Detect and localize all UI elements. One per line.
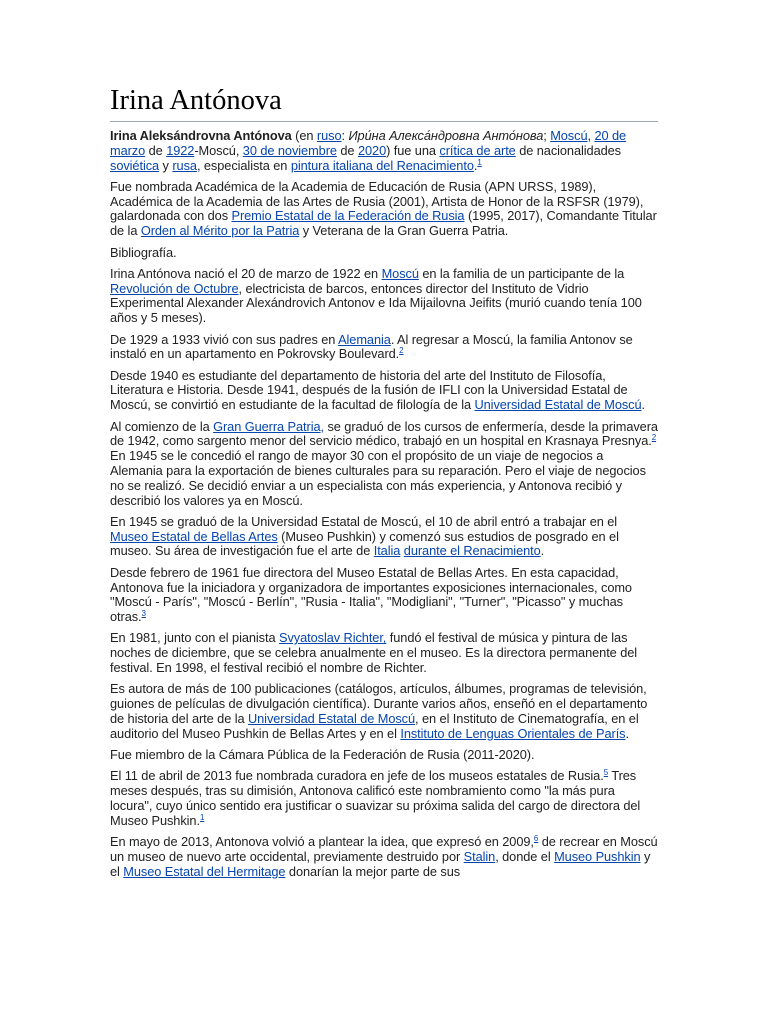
text: de nacionalidades xyxy=(515,142,622,158)
link-instituto-lenguas-orientales[interactable]: Instituto de Lenguas Orientales de París xyxy=(400,725,626,741)
link-museo-pushkin[interactable]: Museo Pushkin xyxy=(554,848,641,864)
link-ruso[interactable]: ruso xyxy=(316,128,342,143)
text: . xyxy=(540,543,545,559)
text: , electricista de barcos, entonces director del Instituto de Vidrio Experimental Alexander Alexándrovich Antonov e Ida Mijailovna Jeifits (murió cuando tenía 100 años y 5 meses). xyxy=(110,280,642,326)
reference-marker[interactable] xyxy=(477,158,481,167)
reference-marker[interactable] xyxy=(142,609,146,618)
reference-marker[interactable] xyxy=(652,433,656,442)
paragraph-germany xyxy=(110,333,658,363)
text: . Al regresar a Moscú, la familia Antonov se instaló en un apartamento en Pokrovsky Boulevard. xyxy=(110,331,633,362)
link-rusa[interactable]: rusa xyxy=(172,157,197,173)
paragraph-publications xyxy=(110,682,658,741)
link-critica-de-arte[interactable]: crítica de arte xyxy=(439,142,516,158)
link-moscu[interactable]: Moscú xyxy=(550,128,588,143)
link-1922[interactable]: 1922 xyxy=(166,142,195,158)
text: . xyxy=(625,725,629,741)
link-museo-hermitage[interactable]: Museo Estatal del Hermitage xyxy=(123,863,286,879)
link-italia[interactable]: Italia xyxy=(373,543,401,559)
text: donarían la mejor parte de sus xyxy=(285,863,461,879)
reference-marker[interactable] xyxy=(200,813,204,822)
text: Desde 1940 es estudiante del departamento de historia del arte del Instituto de Filosofía, Literatura e Historia. Desde 1941, después de la fusión de IFLI con la Universidad Estatal de Moscú, se convirtió en estudiante de la facultad de filología de la xyxy=(110,367,628,413)
link-premio-estatal[interactable]: Premio Estatal de la Federación de Rusia xyxy=(231,208,465,224)
paragraph-intro xyxy=(110,129,658,173)
text: Irina Antónova nació el 20 de marzo de 1922 en xyxy=(110,265,382,281)
link-universidad-estatal-moscu[interactable]: Universidad Estatal de Moscú xyxy=(247,710,416,726)
text: -Moscú, xyxy=(194,142,243,158)
link-stalin[interactable]: Stalin xyxy=(463,848,496,864)
reference-marker[interactable] xyxy=(399,346,403,355)
text: y Veterana de la Gran Guerra Patria. xyxy=(299,223,509,239)
text: , especialista en xyxy=(196,157,291,173)
link-revolucion-de-octubre[interactable]: Revolución de Octubre xyxy=(110,280,239,296)
page-title: Irina Antónova xyxy=(110,84,658,122)
link-moscu[interactable]: Moscú xyxy=(381,265,419,281)
text: ; xyxy=(543,128,551,143)
text: de xyxy=(145,142,167,158)
text: En mayo de 2013, Antonova volvió a plantear la idea, que expresó en 2009, xyxy=(110,833,534,849)
link-museo-bellas-artes[interactable]: Museo Estatal de Bellas Artes xyxy=(110,528,278,544)
paragraph-studies xyxy=(110,369,658,413)
text: , en el Instituto de Cinematografía, en el auditorio del Museo Pushkin de Bellas Artes y en el xyxy=(110,710,639,741)
reference-link[interactable]: 5 xyxy=(603,768,609,778)
link-2020[interactable]: 2020 xyxy=(357,142,387,158)
text: en la familia de un participante de la xyxy=(418,265,625,281)
link-sovietica[interactable]: soviética xyxy=(110,157,160,173)
paragraph-camara-publica: Fue miembro de la Cámara Pública de la Federación de Rusia (2011-2020). xyxy=(110,746,535,762)
text: . xyxy=(473,157,478,173)
link-pintura-italiana[interactable]: pintura italiana del Renacimiento xyxy=(290,157,474,173)
link-gran-guerra-patria[interactable]: Gran Guerra Patria, xyxy=(213,418,324,434)
paragraph-museum-start xyxy=(110,515,658,559)
text: y xyxy=(159,157,173,173)
text: Al comienzo de la xyxy=(110,418,214,434)
link-20-de-marzo[interactable]: 20 de marzo xyxy=(110,128,627,158)
reference-link[interactable]: 2 xyxy=(399,346,404,356)
text: De 1929 a 1933 vivió con sus padres en xyxy=(110,331,339,347)
paragraph-honors xyxy=(110,180,658,239)
reference-link[interactable]: 3 xyxy=(141,609,146,619)
text: En 1945 se graduó de la Universidad Estatal de Moscú, el 10 de abril entró a trabajar en el xyxy=(110,513,618,529)
text: se graduó de los cursos de enfermería, desde la primavera de 1942, como sargento menor del servicio médico, trabajó en un hospital en Krasnaya Presnya. xyxy=(110,418,658,449)
text: Tres meses después, tras su dimisión, Antonova calificó este nombramiento como "la más pura locura", cuyo único sentido era justificar o suavizar su próxima salida del cargo de directora del Museo Pushkin. xyxy=(110,768,641,828)
text: Es autora de más de 100 publicaciones (catálogos, artículos, álbumes, programas de televisión, guiones de películas de divulgación científica). Durante varios años, enseñó en el departamento de historia del arte de la xyxy=(110,681,648,726)
text: Desde febrero de 1961 fue directora del Museo Estatal de Bellas Artes. En esta capacidad, Antonova fue la iniciadora y organizadora de importantes exposiciones internacionales, como "Moscú - París", "Moscú - Berlín", "Rusia - Italia", "Modigliani", "Turner", "Picasso" y muchas otras. xyxy=(110,564,632,625)
article-content xyxy=(110,84,658,879)
link-svyatoslav-richter[interactable]: Svyatoslav Richter, xyxy=(278,630,387,646)
paragraph-birth xyxy=(110,267,658,326)
text: ) fue una xyxy=(386,142,440,158)
link-30-de-noviembre[interactable]: 30 de noviembre xyxy=(242,142,337,158)
text: fundó el festival de música y pintura de las noches de diciembre, que se celebra anualmente en el museo. Es la directora permanente del festival. En 1998, el festival recibió el nombre de Richter. xyxy=(110,630,638,675)
text: , donde el xyxy=(495,848,555,864)
text: : xyxy=(341,128,349,143)
paragraph-curator xyxy=(110,769,658,828)
paragraph-festival xyxy=(110,631,658,675)
text: En 1945 se le concedió el rango de mayor 30 con el propósito de un viaje de negocios a Alemania para la exportación de bienes culturales para su reparación. Pero el viaje de negocios no se realizó. Se decidió enviar a un especialista con más experiencia, y Antonova recibió y describió los valores ya en Moscú. xyxy=(110,448,646,508)
text: En 1981, junto con el pianista xyxy=(110,630,279,646)
reference-link[interactable]: 6 xyxy=(533,833,539,843)
text: (Museo Pushkin) y comenzó sus estudios de posgrado en el museo. Su área de investigación fue el arte de xyxy=(110,528,619,559)
russian-name: Ири́на Алекса́ндровна Анто́нова xyxy=(348,128,544,143)
link-universidad-estatal-moscu[interactable]: Universidad Estatal de Moscú xyxy=(474,397,642,413)
subject-name: Irina Aleksándrovna Antónova xyxy=(110,128,292,143)
text: de xyxy=(336,142,358,158)
text: y el xyxy=(110,848,651,879)
text: , xyxy=(587,128,595,143)
text: . xyxy=(641,397,646,413)
paragraph-director xyxy=(110,566,658,625)
paragraph-war xyxy=(110,420,658,509)
link-alemania[interactable]: Alemania xyxy=(338,331,391,347)
reference-link[interactable]: 2 xyxy=(651,433,657,443)
link-durante-el-renacimiento[interactable]: durante el Renacimiento xyxy=(403,543,541,559)
text: (1995, 2017), Comandante Titular de la xyxy=(110,208,657,239)
reference-link[interactable]: 1 xyxy=(199,812,205,822)
paragraph-new-museum xyxy=(110,835,658,879)
reference-link[interactable]: 1 xyxy=(477,157,482,167)
text: Fue nombrada Académica de la Academia de Educación de Rusia (APN URSS, 1989), Académica de la Academia de las Artes de Rusia (2001), Artista de Honor de la RSFSR (1979), galardonada con dos xyxy=(110,178,644,224)
text: (en xyxy=(291,128,317,143)
text: El 11 de abril de 2013 fue nombrada curadora en jefe de los museos estatales de Rusia. xyxy=(110,768,604,784)
link-orden-merito[interactable]: Orden al Mérito por la Patria xyxy=(140,223,300,239)
paragraph-bibliografia: Bibliografía. xyxy=(110,244,177,260)
text: de recrear en Moscú un museo de nuevo arte occidental, previamente destruido por xyxy=(110,833,658,864)
